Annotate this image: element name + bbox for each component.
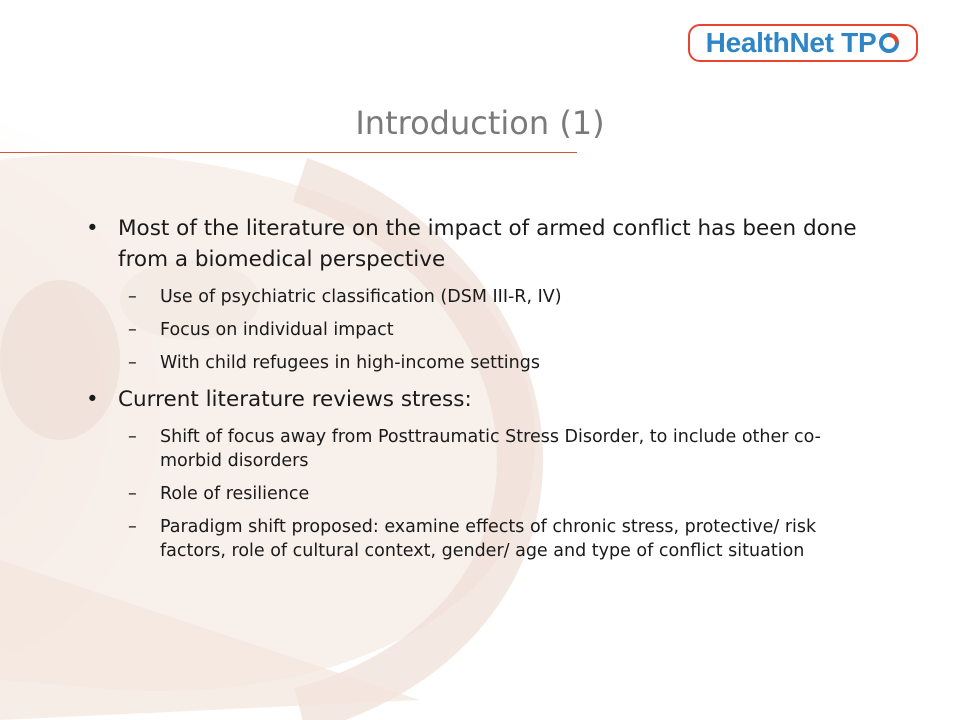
slide-title: Introduction (1) (355, 104, 605, 142)
bullet-icon: • (86, 387, 99, 412)
logo-circle-mark (878, 32, 900, 54)
healthnet-tpo-logo (688, 24, 918, 62)
sub-bullet-text: Role of resilience (160, 484, 310, 504)
bullet-icon: • (86, 216, 99, 241)
bullet-group-2 (82, 384, 862, 563)
sub-bullet-item (82, 285, 862, 309)
dash-icon: – (128, 484, 137, 504)
bullet-item (82, 384, 862, 415)
sub-bullet-text: Focus on individual impact (160, 320, 394, 340)
sub-bullet-text: Shift of focus away from Posttraumatic Stress Disorder, to include other co-morbid disorders (160, 427, 822, 471)
sub-bullet-text: Paradigm shift proposed: examine effects of chronic stress, protective/ risk factors, role of cultural context, gender/ age and type of conflict situation (160, 517, 817, 561)
dash-icon: – (128, 320, 137, 340)
sub-bullet-text: With child refugees in high-income settings (160, 353, 540, 373)
sub-bullet-text: Use of psychiatric classification (DSM III-R, IV) (160, 287, 562, 307)
dash-icon: – (128, 353, 137, 373)
sub-bullet-item (82, 318, 862, 342)
slide-content (82, 213, 862, 572)
dash-icon: – (128, 287, 137, 307)
title-underline (0, 152, 577, 153)
bullet-text: Current literature reviews stress: (118, 387, 472, 412)
logo-wordmark: HealthNet TP (705, 27, 877, 58)
bullet-text: Most of the literature on the impact of armed conflict has been done from a biomedical perspective (118, 216, 857, 272)
dash-icon: – (128, 517, 137, 537)
sub-bullet-item (82, 425, 862, 473)
sub-bullet-item (82, 351, 862, 375)
bullet-group-1 (82, 213, 862, 375)
bullet-item (82, 213, 862, 275)
sub-bullet-item (82, 515, 862, 563)
dash-icon: – (128, 427, 137, 447)
sub-bullet-item (82, 482, 862, 506)
